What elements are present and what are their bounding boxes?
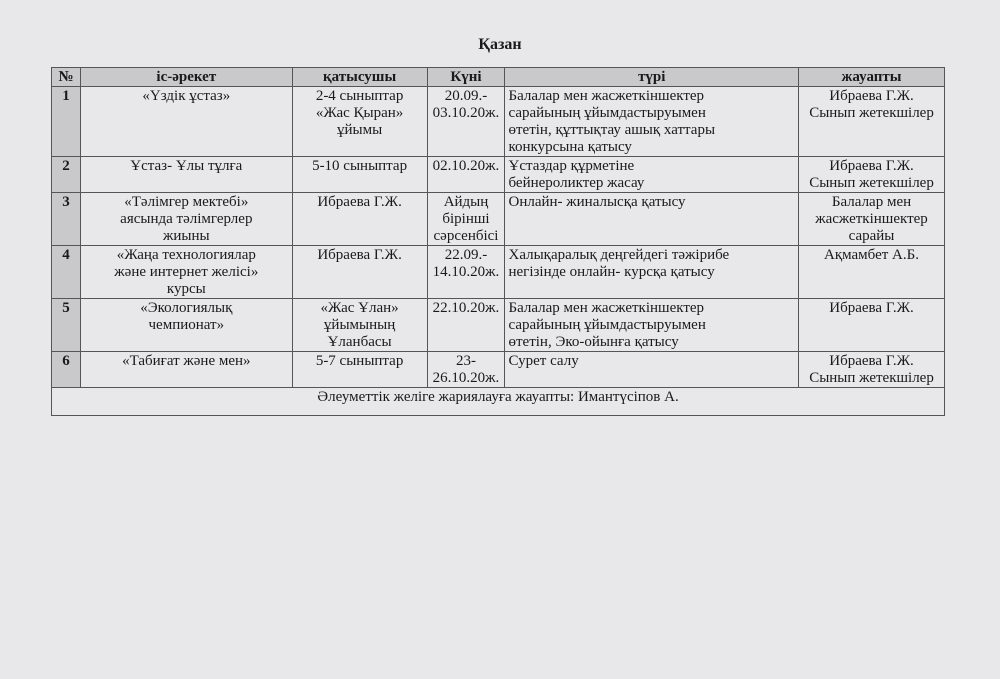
footer-row [52, 388, 945, 416]
table-row [52, 87, 945, 157]
cell-line: жиыны [163, 228, 210, 244]
cell-line: курсы [166, 281, 206, 297]
cell-line: Ұстаздар құрметіне [508, 158, 635, 174]
cell-line: 22.10.20ж. [432, 300, 500, 316]
cell-line: сарайының ұйымдастыруымен [508, 317, 706, 333]
cell-line: «Үздік ұстаз» [142, 88, 231, 104]
cell-number: 1 [52, 87, 81, 157]
cell-responsible [799, 157, 945, 193]
cell-line: Сынып жетекшілер [809, 370, 934, 386]
page-title: Қазан [478, 36, 522, 53]
cell-line: Ибраева Г.Ж. [317, 194, 402, 210]
cell-type [505, 352, 799, 388]
cell-participant [292, 299, 427, 352]
cell-line: «Экологиялық [140, 300, 233, 316]
cell-line: ұйымының [323, 317, 396, 333]
cell-line: 22.09.- [444, 247, 488, 263]
cell-line: 14.10.20ж. [432, 264, 500, 280]
cell-line: сарайының ұйымдастыруымен [508, 105, 706, 121]
header-date: Күні [427, 68, 505, 87]
cell-line: ұйымы [336, 122, 383, 138]
cell-date [427, 352, 505, 388]
cell-participant [292, 193, 427, 246]
cell-date [427, 157, 505, 193]
cell-number: 5 [52, 299, 81, 352]
cell-line: 5-7 сыныптар [315, 353, 404, 369]
cell-activity [80, 157, 292, 193]
cell-responsible [799, 246, 945, 299]
cell-responsible [799, 352, 945, 388]
cell-line: «Жаңа технологиялар [116, 247, 256, 263]
cell-type [505, 246, 799, 299]
cell-line: бірінші [442, 211, 490, 227]
cell-responsible [799, 193, 945, 246]
cell-responsible [799, 87, 945, 157]
cell-line: 20.09.- [444, 88, 488, 104]
cell-line: Балалар мен [831, 194, 912, 210]
header-type: түрі [505, 68, 799, 87]
cell-date [427, 87, 505, 157]
cell-line: «Тәлімгер мектебі» [124, 194, 249, 210]
table-row [52, 246, 945, 299]
cell-line: Сынып жетекшілер [809, 175, 934, 191]
cell-line: сарайы [848, 228, 895, 244]
cell-line: Балалар мен жасжеткіншектер [508, 300, 705, 316]
header-responsible: жауапты [799, 68, 945, 87]
cell-line: жасжеткіншектер [815, 211, 928, 227]
cell-line: Ибраева Г.Ж. [829, 300, 914, 316]
cell-activity [80, 352, 292, 388]
cell-line: Халықаралық деңгейдегі тәжірибе [508, 247, 730, 263]
footer-note: Әлеуметтік желіге жариялауға жауапты: Имантүсіпов А. [52, 388, 945, 416]
cell-line: Балалар мен жасжеткіншектер [508, 88, 705, 104]
cell-responsible [799, 299, 945, 352]
cell-date [427, 299, 505, 352]
cell-line: Ақмамбет А.Б. [824, 247, 920, 263]
cell-line: чемпионат» [148, 317, 225, 333]
cell-line: Ұстаз- Ұлы тұлға [130, 158, 243, 174]
cell-line: және интернет желісі» [114, 264, 259, 280]
cell-line: 5-10 сыныптар [312, 158, 408, 174]
cell-date [427, 193, 505, 246]
cell-line: өтетін, құттықтау ашық хаттары [508, 122, 716, 138]
cell-line: Онлайн- жиналысқа қатысу [508, 194, 686, 210]
header-activity: іс-әрекет [80, 68, 292, 87]
cell-participant [292, 352, 427, 388]
cell-line: Сынып жетекшілер [809, 105, 934, 121]
cell-participant [292, 246, 427, 299]
table-row [52, 157, 945, 193]
cell-line: Ибраева Г.Ж. [829, 158, 914, 174]
cell-line: өтетін, Эко-ойынға қатысу [508, 334, 679, 350]
cell-line: конкурсына қатысу [508, 139, 632, 155]
table-row [52, 299, 945, 352]
cell-line: Ұланбасы [327, 334, 392, 350]
cell-line: сәрсенбісі [433, 228, 499, 244]
cell-activity [80, 299, 292, 352]
cell-line: «Табиғат және мен» [122, 353, 251, 369]
cell-participant [292, 87, 427, 157]
cell-line: бейнероликтер жасау [508, 175, 645, 191]
cell-activity [80, 193, 292, 246]
table-row [52, 352, 945, 388]
cell-participant [292, 157, 427, 193]
cell-line: «Жас Қыран» [315, 105, 404, 121]
cell-type [505, 299, 799, 352]
cell-line: «Жас Ұлан» [320, 300, 399, 316]
cell-line: Айдың [443, 194, 489, 210]
cell-line: Ибраева Г.Ж. [317, 247, 402, 263]
cell-line: аясында тәлімгерлер [120, 211, 253, 227]
cell-line: 23- [455, 353, 476, 369]
cell-number: 6 [52, 352, 81, 388]
header-number: № [52, 68, 81, 87]
cell-line: 2-4 сыныптар [315, 88, 404, 104]
cell-type [505, 87, 799, 157]
cell-date [427, 246, 505, 299]
cell-number: 2 [52, 157, 81, 193]
cell-line: Ибраева Г.Ж. [829, 353, 914, 369]
table-row [52, 193, 945, 246]
cell-line: негізінде онлайн- курсқа қатысу [508, 264, 715, 280]
cell-line: Ибраева Г.Ж. [829, 88, 914, 104]
cell-activity [80, 87, 292, 157]
header-participant: қатысушы [292, 68, 427, 87]
cell-number: 4 [52, 246, 81, 299]
cell-activity [80, 246, 292, 299]
cell-line: Сурет салу [508, 353, 579, 369]
events-table [51, 67, 945, 416]
cell-type [505, 157, 799, 193]
cell-line: 26.10.20ж. [432, 370, 500, 386]
cell-line: 03.10.20ж. [432, 105, 500, 121]
table-body [52, 87, 945, 388]
cell-number: 3 [52, 193, 81, 246]
cell-line: 02.10.20ж. [432, 158, 500, 174]
header-row [52, 68, 945, 87]
cell-type [505, 193, 799, 246]
